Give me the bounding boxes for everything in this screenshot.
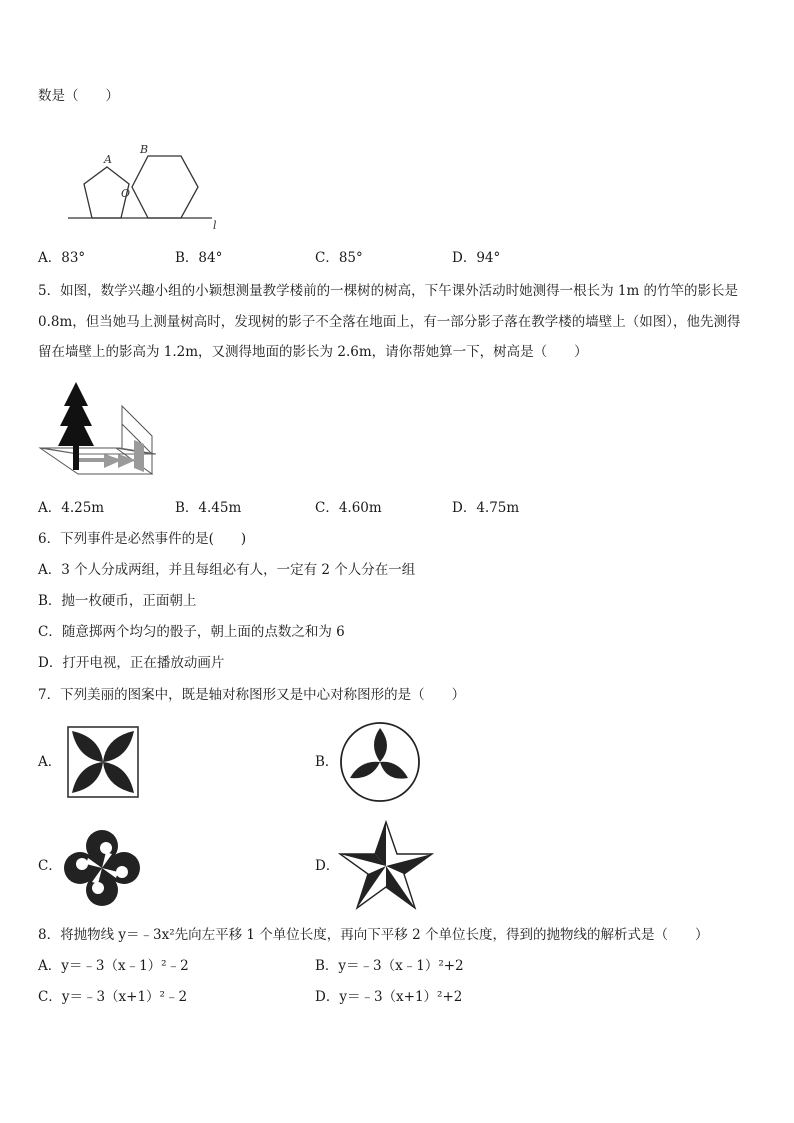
- q4-option-c: C．85°: [315, 250, 363, 266]
- q6-option-c: C．随意掷两个均匀的骰子，朝上面的点数之和为 6: [38, 624, 345, 640]
- q4-stem-tail: 数是（ ）: [38, 88, 119, 104]
- q6-stem: 6．下列事件是必然事件的是( ): [38, 531, 247, 547]
- label-b: B: [140, 143, 149, 156]
- label-o: O: [121, 187, 131, 200]
- q4-option-b: B．84°: [175, 250, 223, 266]
- q8-option-b: B．y＝﹣3（x﹣1）²+2: [315, 958, 464, 974]
- q7-stem: 7．下列美丽的图案中，既是轴对称图形又是中心对称图形的是（ ）: [38, 687, 466, 703]
- q8-option-d: D．y＝﹣3（x+1）²+2: [315, 989, 463, 1005]
- q5-line-2: 0.8m，但当她马上测量树高时，发现树的影子不全落在地面上，有一部分影子落在教学楼的墙壁上（如图），他先测得: [38, 314, 741, 330]
- q6-option-a: A．3 个人分成两组，并且每组必有人，一定有 2 个人分在一组: [38, 562, 416, 578]
- hexagon: [132, 156, 198, 218]
- label-l: l: [213, 219, 217, 232]
- q5-option-a: A．4.25m: [38, 500, 105, 516]
- q6-option-d: D．打开电视，正在播放动画片: [38, 655, 225, 671]
- q4-option-a: A．83°: [38, 250, 86, 266]
- q6-option-b: B．抛一枚硬币，正面朝上: [38, 593, 197, 609]
- three-blade-figure: [338, 720, 422, 804]
- q8-option-a: A．y＝﹣3（x﹣1）²﹣2: [38, 958, 189, 974]
- q4-option-d: D．94°: [452, 250, 501, 266]
- cloud-knot-figure: [60, 826, 144, 910]
- q8-stem: 8．将抛物线 y＝﹣3x²先向左平移 1 个单位长度，再向下平移 2 个单位长度，得到的抛物线的解析式是（ ）: [38, 927, 709, 943]
- five-point-star-figure: [338, 820, 434, 912]
- q5-option-d: D．4.75m: [452, 500, 520, 516]
- q5-option-b: B．4.45m: [175, 500, 242, 516]
- q7-label-b: B．: [315, 754, 339, 770]
- q5-line-1: 5．如图，数学兴趣小组的小颖想测量教学楼前的一棵树的树高，下午课外活动时她测得一根长为 1m 的竹竿的影长是: [38, 283, 739, 299]
- q5-option-c: C．4.60m: [315, 500, 382, 516]
- tree-shadow-figure: [38, 378, 158, 478]
- q5-line-3: 留在墙壁上的影高为 1.2m，又测得地面的影长为 2.6m，请你帮她算一下，树高是（ ）: [38, 344, 588, 360]
- q8-option-c: C．y＝﹣3（x+1）²﹣2: [38, 989, 188, 1005]
- label-a: A: [104, 153, 112, 166]
- q7-label-d: D．: [315, 858, 340, 874]
- q7-label-a: A．: [38, 754, 62, 770]
- four-petal-figure: [66, 725, 140, 799]
- pentagon-hexagon-figure: [60, 140, 230, 235]
- q7-label-c: C．: [38, 858, 62, 874]
